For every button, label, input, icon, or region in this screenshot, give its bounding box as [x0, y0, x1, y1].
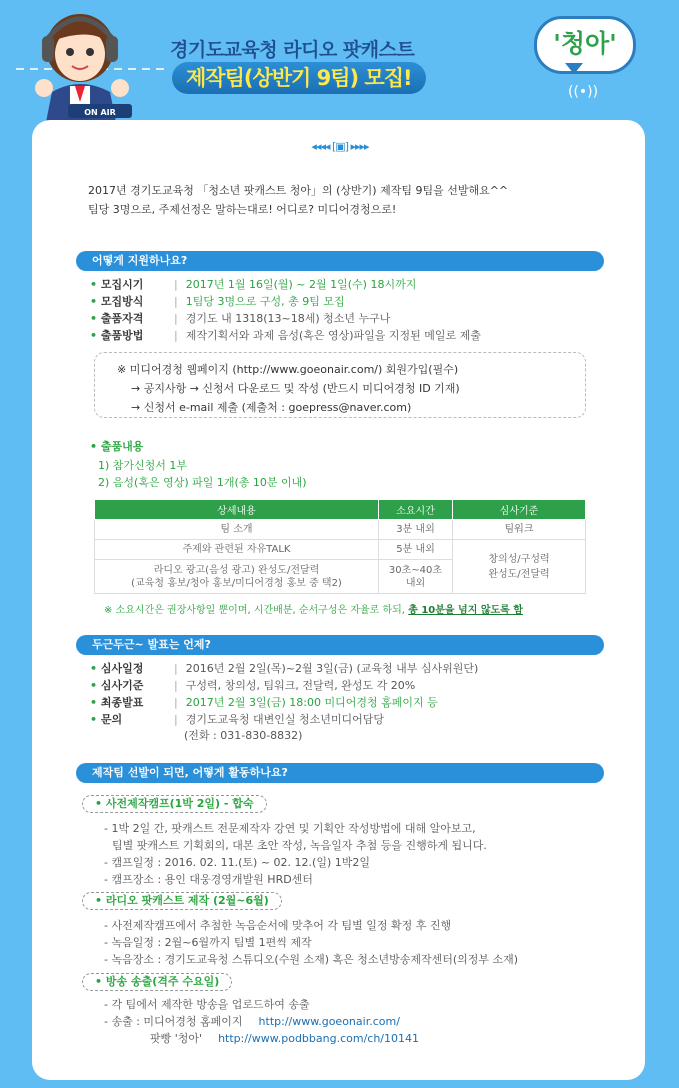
guide-line: ※ 미디어경청 웹페이지 (http://www.goeonair.com/) 회원가입(필수) — [117, 363, 459, 376]
info-row: • 모집시기 | 2017년 1월 16일(월) ~ 2월 1일(수) 18시까지 — [90, 276, 416, 293]
section-title-activity: 제작팀 선발이 되면, 어떻게 활동하나요? — [76, 763, 604, 783]
character-illustration — [30, 0, 170, 122]
table-header: 심사기준 — [453, 500, 586, 520]
table-row: 주제와 관련된 자유TALK 5분 내외 창의성/구성력 완성도/전달력 — [95, 540, 586, 560]
goeonair-link[interactable]: http://www.goeonair.com/ — [258, 1015, 400, 1028]
activity-line: - 녹음장소 : 경기도교육청 스튜디오(수원 소재) 혹은 청소년방송제작센터(의정부 소재) — [104, 953, 519, 966]
content-item: 1) 참가신청서 1부 — [98, 459, 188, 472]
table-header: 상세내용 — [95, 500, 379, 520]
header-title: 경기도교육청 라디오 팟캐스트 — [170, 39, 415, 61]
table-header: 소요시간 — [379, 500, 453, 520]
activity-line: - 녹음일정 : 2월~6월까지 팀별 1편씩 제작 — [104, 936, 312, 949]
table-note: ※ 소요시간은 권장사항일 뿐이며, 시간배분, 순서구성은 자율로 하되, 총 10분을 넘지 않도록 함 — [104, 605, 523, 616]
info-row: • 모집방식 | 1팀당 3명으로 구성, 총 9팀 모집 — [90, 293, 345, 310]
info-row: • 출품방법 | 제작기획서와 과제 음성(혹은 영상)파일을 지정된 메일로 제출 — [90, 327, 481, 344]
guide-line: → 공지사항 → 신청서 다운로드 및 작성 (반드시 미디어경청 ID 기재) — [131, 382, 460, 395]
info-row: • 문의 | 경기도교육청 대변인실 청소년미디어담당 — [90, 711, 384, 728]
activity-group-title: • 라디오 팟캐스트 제작 (2월~6월) — [82, 892, 282, 910]
activity-line: - 1박 2일 간, 팟캐스트 전문제작자 강연 및 기획안 작성방법에 대해 알아보고, — [104, 822, 476, 835]
table-row: 팀 소개 3분 내외 팀워크 — [95, 520, 586, 540]
intro-line: 팀당 3명으로, 주제선정은 말하는대로! 어디로? 미디어경청으로! — [88, 203, 397, 216]
guide-line: → 신청서 e-mail 제출 (제출처 : goepress@naver.com) — [131, 401, 412, 414]
activity-line: - 각 팀에서 제작한 방송을 업로드하여 송출 — [104, 998, 310, 1011]
criteria-table — [94, 499, 586, 594]
info-row: • 심사일정 | 2016년 2월 2일(목)~2월 3일(금) (교육청 내부 심사위원단) — [90, 660, 478, 677]
info-row: • 최종발표 | 2017년 2월 3일(금) 18:00 미디어경청 홈페이지 등 — [90, 694, 438, 711]
activity-group-title: • 방송 송출(격주 수요일) — [82, 973, 232, 991]
broadcast-icon: ((•)) — [568, 84, 599, 100]
info-row: • 심사기준 | 구성력, 창의성, 팀워크, 전달력, 완성도 각 20% — [90, 677, 415, 694]
activity-line: - 캠프일정 : 2016. 02. 11.(토) ~ 02. 12.(일) 1박2일 — [104, 856, 370, 869]
header-subtitle: 제작팀(상반기 9팀) 모집! — [172, 62, 426, 94]
intro-line: 2017년 경기도교육청 「청소년 팟캐스트 청아」의 (상반기) 제작팀 9팀을 선발해요^^ — [88, 184, 509, 197]
broadcast-link-row: - 송출 : 미디어경청 홈페이지 http://www.goeonair.com/ — [104, 1015, 400, 1028]
activity-group-title: • 사전제작캠프(1박 2일) - 합숙 — [82, 795, 267, 813]
section-title-apply: 어떻게 지원하나요? — [76, 251, 604, 271]
info-row: • 출품자격 | 경기도 내 1318(13~18세) 청소년 누구나 — [90, 310, 390, 327]
submission-guide-box — [94, 352, 586, 418]
activity-line: 팀별 팟캐스트 기획회의, 대본 초안 작성, 녹음일자 추첨 등을 진행하게 됩니다. — [112, 839, 487, 852]
on-air-label: ON AIR — [84, 108, 116, 117]
table-row: 라디오 광고(음성 광고) 완성도/전달력 (교육청 홍보/청아 홍보/미디어경청 홍보 중 택2) 30초~40초 내외 — [95, 560, 586, 594]
intro-text — [88, 181, 608, 219]
activity-line: - 캠프장소 : 용인 대웅경영개발원 HRD센터 — [104, 873, 313, 886]
radio-icon: ◂◂◂◂ [▣] ▸▸▸▸ — [311, 140, 369, 153]
content-item: 2) 음성(혹은 영상) 파일 1개(총 10분 이내) — [98, 476, 307, 489]
section-title-announce: 두근두근~ 발표는 언제? — [76, 635, 604, 655]
activity-line: - 사전제작캠프에서 추첨한 녹음순서에 맞추어 각 팀별 일정 확정 후 진행 — [104, 919, 452, 932]
podbbang-link[interactable]: http://www.podbbang.com/ch/10141 — [218, 1032, 420, 1045]
contact-phone: (전화 : 031-830-8832) — [184, 729, 303, 742]
content-title: • 출품내용 — [90, 440, 144, 453]
speech-bubble: '청아' — [534, 16, 636, 74]
broadcast-link-row: 팟빵 '청아' http://www.podbbang.com/ch/10141 — [150, 1032, 420, 1045]
